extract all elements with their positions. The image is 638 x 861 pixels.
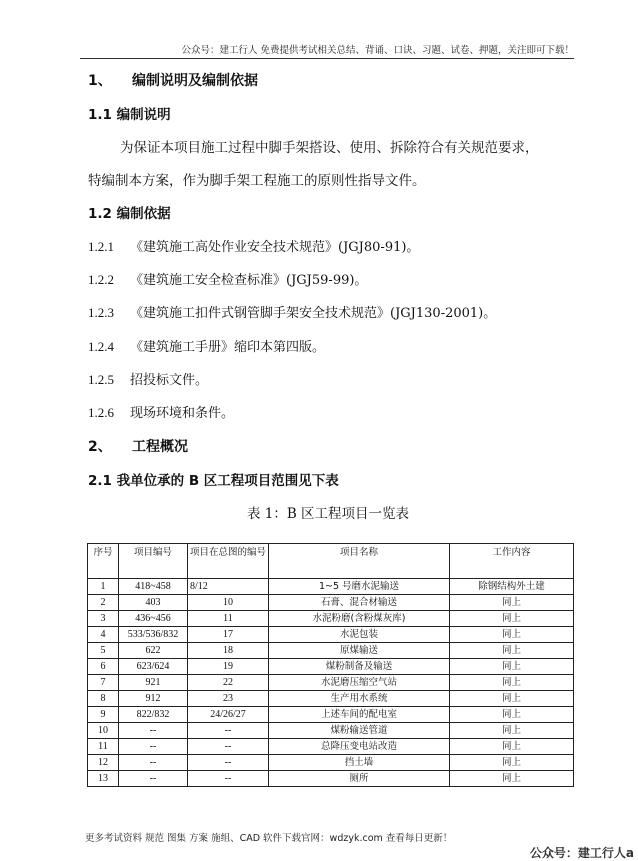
section-1-number: 1、 (88, 73, 112, 89)
cell-seq: 1 (88, 579, 119, 595)
basis-item (88, 336, 325, 355)
cell-project-name: 生产用水系统 (269, 691, 450, 707)
cell-project-name: 煤粉输送管道 (269, 723, 450, 739)
cell-plan-no: 19 (188, 659, 269, 675)
cell-seq: 8 (88, 691, 119, 707)
table-row (88, 755, 574, 771)
cell-work-content: 同上 (450, 739, 574, 755)
cell-seq: 12 (88, 755, 119, 771)
cell-project-no: 622 (119, 643, 188, 659)
cell-work-content: 同上 (450, 691, 574, 707)
basis-item-number: 1.2.3 (88, 305, 114, 320)
cell-project-name: 水泥磨压缩空气站 (269, 675, 450, 691)
table-row (88, 643, 574, 659)
section-1-heading (88, 70, 258, 90)
cell-project-name: 总降压变电站改造 (269, 739, 450, 755)
table-row (88, 675, 574, 691)
col-header-project-name: 项目名称 (269, 544, 450, 579)
cell-seq: 3 (88, 611, 119, 627)
cell-plan-no: 17 (188, 627, 269, 643)
cell-project-no: 822/832 (119, 707, 188, 723)
cell-work-content: 同上 (450, 643, 574, 659)
cell-seq: 4 (88, 627, 119, 643)
cell-work-content: 同上 (450, 771, 574, 787)
basis-item-number: 1.2.5 (88, 372, 114, 387)
section-2-heading (88, 436, 188, 456)
cell-project-name: 上述车间的配电室 (269, 707, 450, 723)
cell-seq: 10 (88, 723, 119, 739)
cell-work-content: 同上 (450, 675, 574, 691)
page-header: 公众号：建工行人 免费提供考试相关总结、背诵、口诀、习题、试卷、押题，关注即可下载！ (181, 45, 574, 56)
col-header-seq: 序号 (88, 544, 119, 579)
cell-project-name: 石膏、混合材输送 (269, 595, 450, 611)
table-row (88, 579, 574, 595)
col-header-project-no: 项目编号 (119, 544, 188, 579)
table-row (88, 739, 574, 755)
page-footer: 更多考试资料 规范 图集 方案 施组、CAD 软件下载官网：wdzyk.com 查看每日更新！ (85, 833, 453, 844)
basis-item (88, 402, 234, 421)
cell-project-name: 原煤输送 (269, 643, 450, 659)
cell-work-content: 同上 (450, 723, 574, 739)
cell-seq: 5 (88, 643, 119, 659)
table-row (88, 595, 574, 611)
cell-plan-no: 23 (188, 691, 269, 707)
basis-item-text: 现场环境和条件。 (130, 406, 235, 421)
cell-project-name: 煤粉制备及输送 (269, 659, 450, 675)
section-1-title: 编制说明及编制依据 (132, 73, 258, 89)
basis-item-number: 1.2.1 (88, 239, 114, 254)
cell-work-content: 同上 (450, 627, 574, 643)
table-row (88, 691, 574, 707)
cell-plan-no: -- (188, 723, 269, 739)
cell-project-no: -- (119, 723, 188, 739)
cell-project-no: 403 (119, 595, 188, 611)
paragraph-line-1: 为保证本项目施工过程中脚手架搭设、使用、拆除符合有关规范要求， (120, 140, 539, 156)
header-rule (80, 58, 574, 59)
col-header-plan-no: 项目在总图的编号 (188, 544, 269, 579)
cell-project-name: 挡土墙 (269, 755, 450, 771)
basis-item-number: 1.2.4 (88, 339, 114, 354)
cell-project-no: 418~458 (119, 579, 188, 595)
cell-project-no: 912 (119, 691, 188, 707)
basis-item-number: 1.2.2 (88, 272, 114, 287)
cell-plan-no: 18 (188, 643, 269, 659)
cell-project-no: -- (119, 755, 188, 771)
cell-work-content: 除钢结构外土建 (450, 579, 574, 595)
cell-project-no: 436~456 (119, 611, 188, 627)
basis-item (88, 269, 367, 288)
basis-item-text: 《建筑施工手册》缩印本第四版。 (130, 340, 326, 355)
table-header-row (88, 544, 574, 579)
cell-plan-no: 8/12 (188, 579, 269, 595)
cell-project-name: 1~5 号磨水泥输送 (269, 579, 450, 595)
table-row (88, 771, 574, 787)
watermark-account: 公众号：建工行人a (529, 846, 634, 860)
cell-work-content: 同上 (450, 707, 574, 723)
col-header-work-content: 工作内容 (450, 544, 574, 579)
cell-seq: 2 (88, 595, 119, 611)
cell-plan-no: -- (188, 739, 269, 755)
basis-item-text: 《建筑施工扣件式钢管脚手架安全技术规范》(JGJ130-2001)。 (130, 306, 497, 321)
cell-work-content: 同上 (450, 595, 574, 611)
basis-item-number: 1.2.6 (88, 405, 114, 420)
section-2-1-heading: 2.1 我单位承的 B 区工程项目范围见下表 (88, 473, 339, 489)
cell-work-content: 同上 (450, 611, 574, 627)
cell-plan-no: -- (188, 771, 269, 787)
cell-seq: 11 (88, 739, 119, 755)
table-row (88, 707, 574, 723)
basis-item-text: 《建筑施工安全检查标准》(JGJ59-99)。 (130, 273, 368, 288)
cell-project-name: 水泥粉磨(含粉煤灰库) (269, 611, 450, 627)
basis-item (88, 236, 419, 255)
table-row (88, 659, 574, 675)
paragraph-line-2: 特编制本方案，作为脚手架工程施工的原则性指导文件。 (88, 173, 426, 189)
section-2-title: 工程概况 (132, 439, 188, 455)
cell-plan-no: -- (188, 755, 269, 771)
table-row (88, 611, 574, 627)
table-caption: 表 1：B 区工程项目一览表 (246, 506, 410, 522)
section-2-number: 2、 (88, 439, 112, 455)
cell-project-no: 921 (119, 675, 188, 691)
cell-seq: 7 (88, 675, 119, 691)
project-table (87, 543, 574, 787)
cell-project-name: 厕所 (269, 771, 450, 787)
basis-item (88, 302, 496, 321)
table-row (88, 723, 574, 739)
cell-project-no: -- (119, 739, 188, 755)
section-1-1-heading: 1.1 编制说明 (88, 107, 171, 123)
cell-plan-no: 11 (188, 611, 269, 627)
cell-plan-no: 22 (188, 675, 269, 691)
section-1-2-heading: 1.2 编制依据 (88, 206, 171, 222)
cell-plan-no: 10 (188, 595, 269, 611)
cell-project-name: 水泥包装 (269, 627, 450, 643)
cell-project-no: 533/536/832 (119, 627, 188, 643)
basis-item-text: 《建筑施工高处作业安全技术规范》(JGJ80-91)。 (130, 240, 420, 255)
cell-work-content: 同上 (450, 659, 574, 675)
basis-item (88, 369, 208, 388)
cell-seq: 13 (88, 771, 119, 787)
cell-seq: 6 (88, 659, 119, 675)
cell-work-content: 同上 (450, 755, 574, 771)
cell-plan-no: 24/26/27 (188, 707, 269, 723)
table-row (88, 627, 574, 643)
cell-seq: 9 (88, 707, 119, 723)
cell-project-no: 623/624 (119, 659, 188, 675)
cell-project-no: -- (119, 771, 188, 787)
basis-item-text: 招投标文件。 (130, 373, 209, 388)
